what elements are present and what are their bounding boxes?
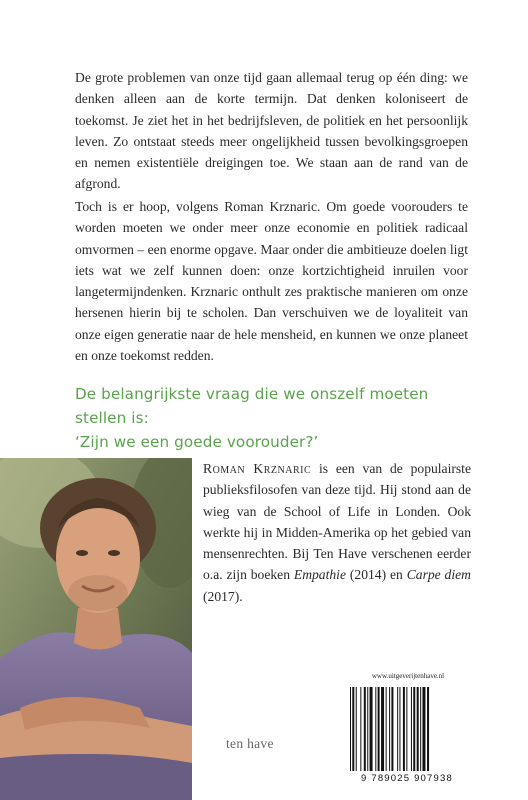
barcode-bar bbox=[417, 687, 419, 771]
barcode-bar bbox=[413, 687, 415, 771]
highlight-line-1: De belangrijkste vraag die we onszelf moeten stellen is: bbox=[75, 385, 429, 427]
book-title-carpe-diem: Carpe diem bbox=[406, 567, 471, 583]
barcode-bar bbox=[378, 687, 380, 771]
barcode-bar bbox=[411, 687, 412, 771]
barcode-icon bbox=[350, 687, 464, 771]
barcode-bar bbox=[403, 687, 405, 771]
bio-text-3: (2017). bbox=[203, 588, 243, 604]
bio-text-1: is een van de populairste publieksfilosofen van deze tijd. Hij stond aan de wieg van de School of Life in Londen. Ook werkte hij in Midden-Amerika op het gebied van mensenrechten. Bij Ten Have verschenen eerder o.a. zijn boeken bbox=[203, 461, 471, 583]
barcode-bar bbox=[389, 687, 390, 771]
barcode-bar bbox=[360, 687, 361, 771]
barcode-bar bbox=[381, 687, 384, 771]
barcode-bar bbox=[386, 687, 387, 771]
barcode-bar bbox=[350, 687, 351, 771]
barcode-bar bbox=[399, 687, 400, 771]
barcode-bar bbox=[375, 687, 376, 771]
highlight-line-2: ‘Zijn we een goede voorouder?’ bbox=[75, 433, 319, 451]
barcode-bar bbox=[367, 687, 368, 771]
barcode-bar bbox=[420, 687, 421, 771]
barcode-bar bbox=[422, 687, 425, 771]
barcode-panel bbox=[340, 669, 474, 787]
barcode-bar bbox=[427, 687, 429, 771]
author-name: Roman Krznaric bbox=[203, 461, 312, 476]
barcode-bar bbox=[406, 687, 407, 771]
book-title-empathie: Empathie bbox=[293, 567, 346, 583]
barcode-bar bbox=[391, 687, 393, 771]
bio-text-2: (2014) en bbox=[346, 567, 407, 583]
author-photo bbox=[0, 458, 192, 800]
barcode-bar bbox=[370, 687, 373, 771]
author-bio bbox=[203, 458, 471, 607]
publisher-url: www.uitgeverijtenhave.nl bbox=[371, 672, 445, 680]
barcode-bar bbox=[352, 687, 354, 771]
barcode-bar bbox=[397, 687, 398, 771]
summary-paragraph: Toch is er hoop, volgens Roman Krznaric. Om goede voorouders te worden moeten we onder meer onze economie en politiek radicaal omvormen – een enorme opgave. Maar onder die ambitieuze doelen ligt iets wat we zelf kunnen doen: onze kortzichtigheid inruilen voor langetermijndenken. Krznaric onthult zes praktische manieren om onze hersenen hierin bij te scholen. Dan verschuiven we de loyaliteit van onze eigen generatie naar de hele mensheid, en kunnen we onze planeet en onze toekomst redden. bbox=[75, 199, 468, 364]
barcode-bar bbox=[364, 687, 366, 771]
publisher-logo: ten have bbox=[226, 736, 274, 751]
barcode-bar bbox=[356, 687, 357, 771]
highlight-quote bbox=[75, 382, 475, 454]
isbn-number: 9 789025 907938 bbox=[361, 773, 453, 784]
intro-paragraph: De grote problemen van onze tijd gaan allemaal terug op één ding: we denken alleen aan de korte termijn. Dat denken koloniseert de toekomst. Je ziet het in het bedrijfsleven, de politiek en het persoonlijk leven. Zo ontstaat steeds meer ongelijkheid tussen bevolkingsgroepen en nemen existentiële dreigingen toe. We staan aan de rand van de afgrond. bbox=[75, 70, 468, 192]
